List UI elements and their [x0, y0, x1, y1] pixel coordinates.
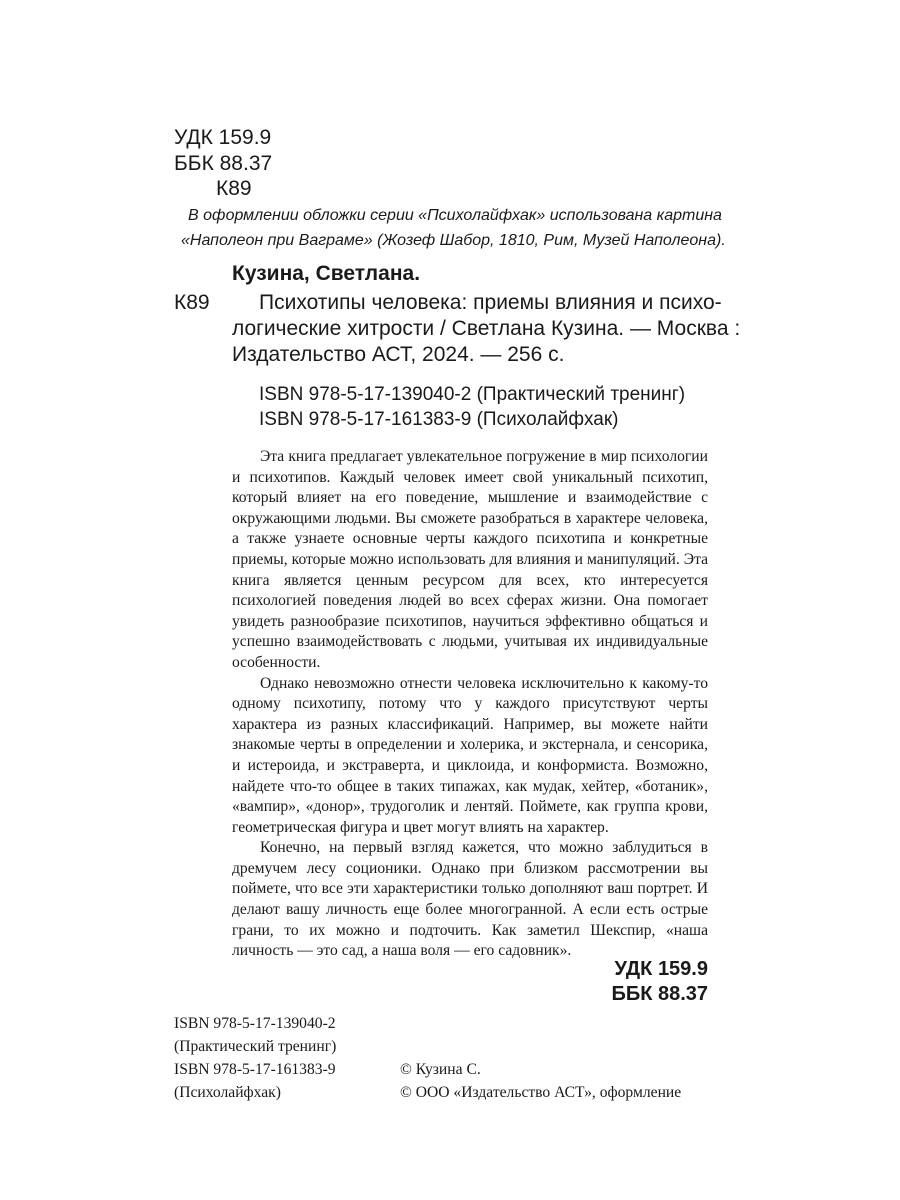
annotation-paragraph-3: Конечно, на первый взгляд кажется, что можно заблудиться в дремучем лесу соционики. Однако при близком рассмотрении вы поймете, что все эти характеристики только дополняют ваш портрет. И делают вашу личность еще более многогранной. А если есть острые грани, то их можно и подточить. Как заметил Шекспир, «наша личность — это сад, а наша воля — его садовник». [232, 839, 708, 960]
isbn-line-1: ISBN 978-5-17-139040-2 (Практический тренинг) [259, 384, 686, 405]
udk-code: УДК 159.9 [174, 126, 272, 149]
author-mark: К89 [216, 177, 252, 200]
imprint-series-2: (Психолайфхак) [174, 1084, 281, 1101]
imprint-series-1: (Практический тренинг) [174, 1038, 337, 1055]
author-heading: Кузина, Светлана. [232, 262, 421, 285]
entry-author-mark: К89 [174, 291, 210, 314]
cover-note-line-2: «Наполеон при Ваграме» (Жозеф Шабор, 1810, Рим, Музей Наполеона). [181, 232, 726, 249]
isbn-line-2: ISBN 978-5-17-161383-9 (Психолайфхак) [259, 409, 619, 430]
imprint-isbn-1: ISBN 978-5-17-139040-2 [174, 1015, 336, 1032]
imprint-isbn-2: ISBN 978-5-17-161383-9 [174, 1061, 336, 1078]
bibliographic-line-3: Издательство АСТ, 2024. — 256 с. [232, 343, 565, 366]
annotation [232, 447, 708, 962]
annotation-paragraph-2: Однако невозможно отнести человека исключительно к какому-то одному психотипу, потому что у каждого присутствуют черты характера из разных классификаций. Например, вы можете найти знакомые черты в определении и холерика, и экстернала, и сенсорика, и истероида, и экстраверта, и циклоида, и конформиста. Возможно, найдете что-то общее в таких типажах, как мудак, хейтер, «ботаник», «вампир», «донор», трудоголик и лентяй. Поймете, как группа крови, геометрическая фигура и цвет могут влиять на характер. [232, 674, 708, 836]
bibliographic-line-2: логические хитрости / Светлана Кузина. — Москва : [232, 317, 741, 340]
cover-note-line-1: В оформлении обложки серии «Психолайфхак» использована картина [188, 207, 722, 224]
bbk-code-bottom: ББК 88.37 [611, 983, 708, 1005]
udk-code-bottom: УДК 159.9 [614, 958, 708, 980]
annotation-paragraph-1: Эта книга предлагает увлекательное погружение в мир психологии и психотипов. Каждый человек имеет свой уникальный психотип, который влияет на его поведение, мышление и взаимодействие с окружающими людьми. Вы сможете разобраться в характере человека, а также узнаете основные черты каждого психотипа и конкретные приемы, которые можно использовать для влияния и манипуляций. Эта книга является ценным ресурсом для всех, кто интересуется психологией поведения людей во всех сферах жизни. Она помогает увидеть разнообразие психотипов, научиться эффективно общаться и успешно взаимодействовать с людьми, учитывая их индивидуальные особенности. [232, 448, 708, 671]
bibliographic-line-1: Психотипы человека: приемы влияния и психо- [259, 291, 722, 314]
copyright-author: © Кузина С. [400, 1061, 481, 1078]
copyright-publisher: © ООО «Издательство АСТ», оформление [400, 1084, 682, 1101]
bbk-code: ББК 88.37 [174, 152, 273, 175]
